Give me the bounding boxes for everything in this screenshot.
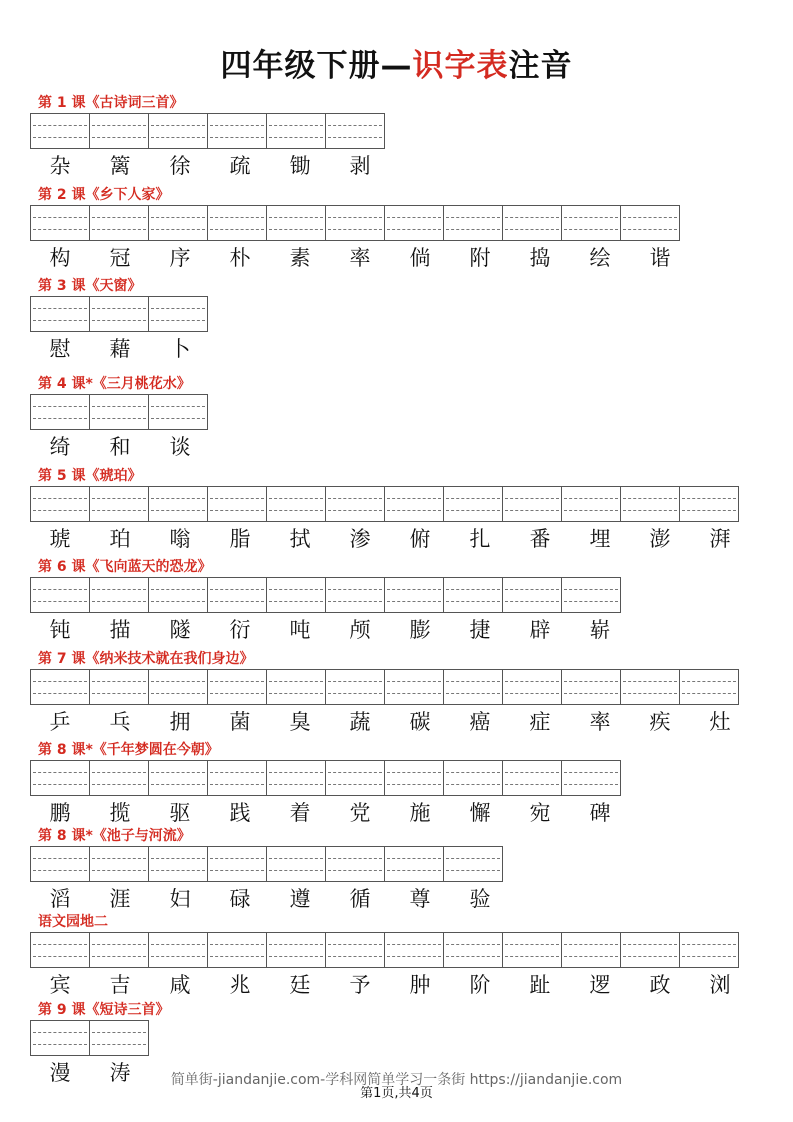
char-row — [30, 526, 750, 552]
hanzi-char: 兆 — [229, 973, 251, 997]
hanzi-char: 卜 — [169, 337, 191, 361]
pinyin-grid — [30, 394, 207, 430]
pinyin-box[interactable] — [384, 577, 444, 613]
pinyin-box[interactable] — [502, 486, 562, 522]
hanzi-char: 序 — [169, 246, 191, 270]
pinyin-box[interactable] — [266, 760, 326, 796]
hanzi-char: 菌 — [229, 710, 251, 734]
hanzi-char: 渗 — [349, 527, 371, 551]
hanzi-char: 宾 — [49, 973, 71, 997]
hanzi-char: 循 — [349, 887, 371, 911]
hanzi-char: 揽 — [109, 801, 131, 825]
pinyin-box[interactable] — [89, 113, 149, 149]
hanzi-char: 衍 — [229, 618, 251, 642]
pinyin-box[interactable] — [89, 486, 149, 522]
hanzi-char: 谐 — [649, 246, 671, 270]
pinyin-box[interactable] — [148, 205, 208, 241]
pinyin-box[interactable] — [89, 577, 149, 613]
pinyin-box[interactable] — [325, 577, 385, 613]
hanzi-char: 隧 — [169, 618, 191, 642]
hanzi-char: 谈 — [169, 435, 191, 459]
pinyin-box[interactable] — [207, 846, 267, 882]
pinyin-box[interactable] — [502, 932, 562, 968]
lesson-title: 语文园地二 — [38, 914, 108, 930]
lesson-title: 第 2 课《乡下人家》 — [38, 187, 170, 203]
pinyin-box[interactable] — [148, 296, 208, 332]
hanzi-char: 颅 — [349, 618, 371, 642]
pinyin-box[interactable] — [30, 846, 90, 882]
pinyin-grid — [30, 846, 502, 882]
lesson-title: 第 8 课*《池子与河流》 — [38, 828, 191, 844]
pinyin-box[interactable] — [443, 205, 503, 241]
pinyin-box[interactable] — [384, 932, 444, 968]
hanzi-char: 澎 — [649, 527, 671, 551]
pinyin-box[interactable] — [384, 846, 444, 882]
pinyin-grid — [30, 669, 738, 705]
hanzi-char: 疾 — [649, 710, 671, 734]
pinyin-box[interactable] — [325, 669, 385, 705]
hanzi-char: 捷 — [469, 618, 491, 642]
pinyin-box[interactable] — [443, 486, 503, 522]
pinyin-box[interactable] — [266, 932, 326, 968]
pinyin-box[interactable] — [561, 577, 621, 613]
pinyin-box[interactable] — [207, 113, 267, 149]
hanzi-char: 率 — [589, 710, 611, 734]
pinyin-box[interactable] — [30, 486, 90, 522]
hanzi-char: 症 — [529, 710, 551, 734]
pinyin-box[interactable] — [502, 669, 562, 705]
hanzi-char: 懈 — [469, 801, 491, 825]
hanzi-char: 率 — [349, 246, 371, 270]
hanzi-char: 碌 — [229, 887, 251, 911]
pinyin-grid — [30, 486, 738, 522]
pinyin-box[interactable] — [561, 760, 621, 796]
hanzi-char: 篱 — [109, 154, 131, 178]
pinyin-box[interactable] — [620, 932, 680, 968]
pinyin-box[interactable] — [148, 486, 208, 522]
pinyin-grid — [30, 296, 207, 332]
hanzi-char: 琥 — [49, 527, 71, 551]
lesson-title: 第 4 课*《三月桃花水》 — [38, 376, 191, 392]
hanzi-char: 脂 — [229, 527, 251, 551]
lesson-title: 第 7 课《纳米技术就在我们身边》 — [38, 651, 254, 667]
pinyin-box[interactable] — [148, 932, 208, 968]
pinyin-grid — [30, 577, 620, 613]
char-row — [30, 972, 750, 998]
lesson-title: 第 6 课《飞向蓝天的恐龙》 — [38, 559, 212, 575]
char-row — [30, 617, 630, 643]
hanzi-char: 构 — [49, 246, 71, 270]
hanzi-char: 绮 — [49, 435, 71, 459]
pinyin-box[interactable] — [325, 760, 385, 796]
hanzi-char: 宛 — [529, 801, 551, 825]
pinyin-box[interactable] — [266, 486, 326, 522]
hanzi-char: 尊 — [409, 887, 431, 911]
char-row — [30, 245, 690, 271]
hanzi-char: 涯 — [109, 887, 131, 911]
pinyin-box[interactable] — [620, 486, 680, 522]
hanzi-char: 藉 — [109, 337, 131, 361]
pinyin-box[interactable] — [30, 577, 90, 613]
hanzi-char: 灶 — [709, 710, 731, 734]
pinyin-box[interactable] — [30, 669, 90, 705]
hanzi-char: 臭 — [289, 710, 311, 734]
pinyin-box[interactable] — [384, 486, 444, 522]
hanzi-char: 番 — [529, 527, 551, 551]
lesson-title: 第 5 课《琥珀》 — [38, 468, 142, 484]
lesson-title: 第 9 课《短诗三首》 — [38, 1002, 170, 1018]
page-number: 第1页,共4页 — [360, 1086, 433, 1101]
hanzi-char: 拥 — [169, 710, 191, 734]
hanzi-char: 践 — [229, 801, 251, 825]
pinyin-box[interactable] — [443, 846, 503, 882]
pinyin-box[interactable] — [502, 577, 562, 613]
pinyin-box[interactable] — [207, 760, 267, 796]
pinyin-box[interactable] — [325, 846, 385, 882]
pinyin-box[interactable] — [266, 577, 326, 613]
pinyin-box[interactable] — [502, 760, 562, 796]
hanzi-char: 徐 — [169, 154, 191, 178]
hanzi-char: 膨 — [409, 618, 431, 642]
hanzi-char: 珀 — [109, 527, 131, 551]
hanzi-char: 冠 — [109, 246, 131, 270]
char-row — [30, 800, 630, 826]
pinyin-box[interactable] — [89, 846, 149, 882]
hanzi-char: 嗡 — [169, 527, 191, 551]
title-part3: 注音 — [508, 48, 573, 84]
char-row — [30, 709, 750, 735]
pinyin-box[interactable] — [148, 394, 208, 430]
hanzi-char: 阶 — [469, 973, 491, 997]
hanzi-char: 咸 — [169, 973, 191, 997]
hanzi-char: 辟 — [529, 618, 551, 642]
hanzi-char: 验 — [469, 887, 491, 911]
pinyin-box[interactable] — [679, 932, 739, 968]
pinyin-box[interactable] — [266, 113, 326, 149]
hanzi-char: 政 — [649, 973, 671, 997]
hanzi-char: 描 — [109, 618, 131, 642]
pinyin-box[interactable] — [679, 486, 739, 522]
pinyin-box[interactable] — [207, 205, 267, 241]
pinyin-box[interactable] — [561, 205, 621, 241]
lesson-title: 第 3 课《天窗》 — [38, 278, 142, 294]
hanzi-char: 遵 — [289, 887, 311, 911]
hanzi-char: 朴 — [229, 246, 251, 270]
hanzi-char: 杂 — [49, 154, 71, 178]
hanzi-char: 崭 — [589, 618, 611, 642]
pinyin-box[interactable] — [561, 669, 621, 705]
pinyin-box[interactable] — [266, 669, 326, 705]
pinyin-box[interactable] — [89, 205, 149, 241]
hanzi-char: 慰 — [49, 337, 71, 361]
hanzi-char: 钝 — [49, 618, 71, 642]
pinyin-grid — [30, 760, 620, 796]
hanzi-char: 吨 — [289, 618, 311, 642]
hanzi-char: 埋 — [589, 527, 611, 551]
pinyin-box[interactable] — [30, 113, 90, 149]
hanzi-char: 乒 — [49, 710, 71, 734]
pinyin-box[interactable] — [89, 760, 149, 796]
hanzi-char: 浏 — [709, 973, 731, 997]
pinyin-box[interactable] — [148, 113, 208, 149]
hanzi-char: 滔 — [49, 887, 71, 911]
pinyin-box[interactable] — [561, 932, 621, 968]
char-row — [30, 336, 210, 362]
hanzi-char: 附 — [469, 246, 491, 270]
hanzi-char: 癌 — [469, 710, 491, 734]
pinyin-box[interactable] — [207, 577, 267, 613]
hanzi-char: 扎 — [469, 527, 491, 551]
pinyin-box[interactable] — [443, 932, 503, 968]
hanzi-char: 廷 — [289, 973, 311, 997]
pinyin-box[interactable] — [325, 205, 385, 241]
pinyin-grid — [30, 1020, 148, 1056]
pinyin-box[interactable] — [30, 760, 90, 796]
pinyin-grid — [30, 113, 384, 149]
hanzi-char: 捣 — [529, 246, 551, 270]
hanzi-char: 素 — [289, 246, 311, 270]
hanzi-char: 绘 — [589, 246, 611, 270]
pinyin-box[interactable] — [30, 394, 90, 430]
pinyin-box[interactable] — [30, 205, 90, 241]
pinyin-box[interactable] — [148, 577, 208, 613]
lesson-title: 第 1 课《古诗词三首》 — [38, 95, 184, 111]
pinyin-box[interactable] — [207, 669, 267, 705]
char-row — [30, 153, 390, 179]
pinyin-box[interactable] — [89, 932, 149, 968]
hanzi-char: 碳 — [409, 710, 431, 734]
char-row — [30, 434, 210, 460]
pinyin-box[interactable] — [207, 932, 267, 968]
pinyin-box[interactable] — [443, 760, 503, 796]
hanzi-char: 吉 — [109, 973, 131, 997]
hanzi-char: 肿 — [409, 973, 431, 997]
pinyin-box[interactable] — [89, 669, 149, 705]
hanzi-char: 碑 — [589, 801, 611, 825]
hanzi-char: 和 — [109, 435, 131, 459]
lesson-title: 第 8 课*《千年梦圆在今朝》 — [38, 742, 219, 758]
pinyin-box[interactable] — [384, 760, 444, 796]
pinyin-box[interactable] — [384, 205, 444, 241]
hanzi-char: 乓 — [109, 710, 131, 734]
pinyin-box[interactable] — [620, 669, 680, 705]
pinyin-box[interactable] — [443, 577, 503, 613]
hanzi-char: 着 — [289, 801, 311, 825]
hanzi-char: 湃 — [709, 527, 731, 551]
hanzi-char: 倘 — [409, 246, 431, 270]
pinyin-grid — [30, 932, 738, 968]
hanzi-char: 涛 — [109, 1061, 131, 1085]
pinyin-box[interactable] — [89, 296, 149, 332]
hanzi-char: 妇 — [169, 887, 191, 911]
pinyin-box[interactable] — [266, 846, 326, 882]
hanzi-char: 鹏 — [49, 801, 71, 825]
pinyin-box[interactable] — [502, 205, 562, 241]
pinyin-box[interactable] — [89, 1020, 149, 1056]
title-part1: 四年级下册— — [220, 48, 413, 84]
hanzi-char: 拭 — [289, 527, 311, 551]
hanzi-char: 蔬 — [349, 710, 371, 734]
char-row — [30, 886, 510, 912]
pinyin-box[interactable] — [325, 932, 385, 968]
pinyin-box[interactable] — [325, 113, 385, 149]
pinyin-box[interactable] — [30, 1020, 90, 1056]
title-part2: 识字表 — [412, 48, 509, 84]
hanzi-char: 趾 — [529, 973, 551, 997]
hanzi-char: 逻 — [589, 973, 611, 997]
pinyin-grid — [30, 205, 679, 241]
footer-site: 简单街-jiandanjie.com-学科网简单学习一条街 https://jiandanjie.com — [170, 1072, 623, 1088]
hanzi-char: 党 — [349, 801, 371, 825]
pinyin-box[interactable] — [325, 486, 385, 522]
pinyin-box[interactable] — [30, 296, 90, 332]
pinyin-box[interactable] — [620, 205, 680, 241]
hanzi-char: 驱 — [169, 801, 191, 825]
hanzi-char: 俯 — [409, 527, 431, 551]
pinyin-box[interactable] — [679, 669, 739, 705]
pinyin-box[interactable] — [148, 669, 208, 705]
hanzi-char: 予 — [349, 973, 371, 997]
hanzi-char: 漫 — [49, 1061, 71, 1085]
hanzi-char: 剥 — [349, 154, 371, 178]
pinyin-box[interactable] — [89, 394, 149, 430]
hanzi-char: 疏 — [229, 154, 251, 178]
pinyin-box[interactable] — [30, 932, 90, 968]
pinyin-box[interactable] — [266, 205, 326, 241]
hanzi-char: 锄 — [289, 154, 311, 178]
page-title — [0, 46, 793, 86]
pinyin-box[interactable] — [207, 486, 267, 522]
pinyin-box[interactable] — [443, 669, 503, 705]
pinyin-box[interactable] — [148, 760, 208, 796]
pinyin-box[interactable] — [384, 669, 444, 705]
hanzi-char: 施 — [409, 801, 431, 825]
pinyin-box[interactable] — [148, 846, 208, 882]
pinyin-box[interactable] — [561, 486, 621, 522]
